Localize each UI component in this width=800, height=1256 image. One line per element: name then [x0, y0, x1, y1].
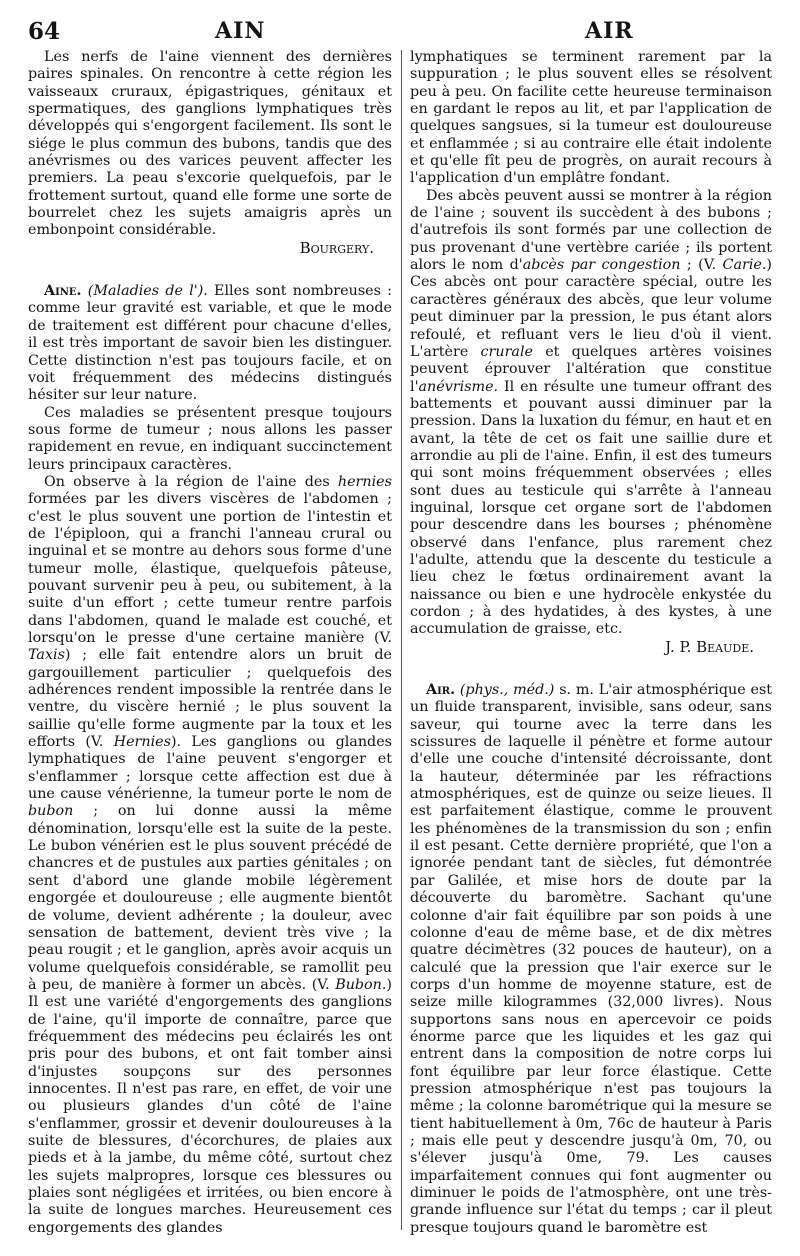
text-run: formées par les divers viscères de l'abdomen ; c'est le plus souvent une portion de l'intestin et de l'épiploon, qui a franchi l'anneau crural ou inguinal et se montre au dehors sous forme d'une tumeur molle, élastique, quelquefois pâteuse, pouvant survenir peu à peu, ou subitement, à la suite d'un effort ; cette tumeur rentre parfois dans l'abdomen, quand le malade est couché, et lorsqu'on le presse d'une certaine manière (V. [28, 491, 392, 646]
paragraph [28, 474, 392, 1237]
text-run: ; on lui donne aussi la même dénomination, lorsqu'elle est la suite de la peste. Le bubon vénérien est le plus souvent précédé de chancres et de pustules aux parties génitales ; on sent d'abord une glande mobile légèrement engorgée et douloureuse ; elle augmente bientôt de volume, devient adhérente ; la douleur, avec sensation de battement, devient très vive ; la peau rougit ; et le ganglion, après avoir acquis un volume quelquefois considérable, se ramollit peu à peu, de manière à former un abcès. (V. [28, 803, 393, 993]
paragraph: Ces maladies se présentent presque toujours sous forme de tumeur ; nous allons les passer rapidement en revue, en indiquant succinctement leurs principaux caractères. [28, 404, 392, 473]
entry-gap [410, 656, 772, 682]
italic-term: bubon [28, 803, 74, 820]
text-run: ). Les ganglions ou glandes lymphatiques de l'aine peuvent s'engorger et s'enflammer ; lorsque cette affection est due à une cause vénérienne, la tumeur porte le nom de [28, 734, 392, 803]
italic-term: anévrisme. [418, 378, 499, 395]
entry-headword: Air. [426, 682, 456, 699]
author-signature: Bourgery. [299, 238, 374, 257]
column-rule [401, 50, 402, 1230]
right-column [410, 49, 772, 1237]
text-run: On observe à la région de l'aine des [44, 473, 330, 490]
italic-term: Taxis [28, 647, 65, 664]
entry-subtitle: (phys., méd.) [459, 682, 555, 699]
entry-subtitle: (Maladies de l'). [87, 283, 208, 300]
italic-term: Hernies [113, 734, 171, 751]
author-signature: J. P. Beaude. [665, 637, 754, 656]
running-head-right: AIR [585, 18, 634, 44]
italic-term: Carie. [722, 257, 767, 274]
text-run: Il en résulte une tumeur offrant des battements et pouvant aussi diminuer par la pression. Dans la luxation du fémur, en haut et en avant, la tête de cet os fait une saillie dure et arrondie au pli de l'aine. Enfin, il est des tumeurs qui sont moins fréquemment observées ; elles sont dues au testicule qui s'arrête à l'anneau inguinal, lorsque cet organe sort de l'abdomen pour descendre dans les bourses ; phénomène observé dans l'enfance, plus rarement chez l'adulte, attendu que la descente du testicule a lieu chez le fœtus ordinairement avant la naissance ou bien e une hydrocèle enkystée du cordon ; à des hydatides, à des kystes, à une accumulation de graisse, etc. [410, 378, 772, 638]
entry-air [410, 682, 772, 1237]
running-head-left: AIN [215, 18, 266, 44]
entry-headword: Aine. [44, 283, 82, 300]
page-number: 64 [28, 18, 61, 45]
italic-term: crurale [480, 343, 533, 360]
paragraph [410, 188, 772, 639]
italic-term: abcès par congestion [522, 257, 681, 274]
italic-term: hernies [337, 473, 392, 490]
text-run: ; (V. [686, 257, 717, 274]
paragraph-text: Elles sont nombreuses : comme leur gravité est variable, et que le mode de traitement est différent pour chacune d'elles, il est très important de savoir bien les distinguer. Cette distinction n'est pas toujours facile, et on voit fréquemment des médecins distingués hésiter sur leur nature. [28, 283, 392, 404]
paragraph-text: s. m. L'air atmosphérique est un fluide transparent, invisible, sans odeur, sans saveur, qui tourne avec la terre dans les scissures de laquelle il pénètre et forme autour d'elle une couche d'intensité décroissante, dont la hauteur, déterminée par les réfractions atmosphériques, est de quinze ou seize lieues. Il est parfaitement élastique, comme le prouvent les phénomènes de la transmission du son ; enfin il est pesant. Cette dernière propriété, que l'on a ignorée pendant tant de siècles, fut démontrée par Galilée, et mise hors de doute par la découverte du baromètre. Sachant qu'une colonne d'air fait équilibre par son poids à une colonne d'eau de même base, et de dix mètres quatre décimètres (32 pouces de hauteur), on a calculé que la pression que l'air exerce sur le corps d'un homme de moyenne stature, est de seize mille kilogrammes (32,000 livres). Nous supportons sans nous en apercevoir ce poids énorme parce que les liquides et les gaz qui entrent dans la composition de notre corps lui font équilibre par leur force élastique. Cette pression atmosphérique n'est pas toujours la même ; la colonne barométrique qui la mesure se tient habituellement à 0m, 76c de hauteur à Paris ; mais elle peut y descendre jusqu'à 0m, 70, ou s'élever jusqu'à 0me, 79. Les causes imparfaitement connues qui font augmenter ou diminuer le poids de l'atmosphère, ont une très-grande influence sur l'état du temps ; car il pleut presque toujours quand le baromètre est [410, 682, 773, 1236]
left-column [28, 49, 392, 1237]
entry-gap [28, 257, 392, 283]
italic-term: Bubon. [335, 976, 387, 993]
text-run: ) Ces abcès ont pour caractère spécial, outre les caractères généraux des abcès, que leur volume peut diminuer par la pression, le pus étant alors refoulé, et refluant vers le lieu d'où il vient. L'artère [410, 257, 772, 360]
page-header [0, 0, 800, 45]
text-run: ) Il est une variété d'engorgements des ganglions de l'aine, qu'il importe de connaître, parce que fréquemment des médecins peu éclairés les ont pris pour des bubons, et ont fait tomber ainsi d'injustes soupçons sur des personnes innocentes. Il n'est pas rare, en effet, de voir une ou plusieurs glandes d'un côté de l'aine s'enflammer, grossir et devenir douloureuses à la suite de blessures, d'écorchures, de plaies aux pieds et à la jambe, du même côté, surtout chez les sujets malpropres, lorsque ces blessures ou plaies sont négligées et irritées, ou bien encore à la suite de longues marches. Heureusement ces engorgements des glandes [28, 976, 392, 1236]
text-run: Des abcès peuvent aussi se montrer à la région de l'aine ; souvent ils succèdent à des bubons ; d'autrefois ils sont formés par une collection de pus provenant d'une vertèbre cariée ; ils portent alors le nom d' [410, 187, 772, 274]
paragraph: lymphatiques se terminent rarement par la suppuration ; le plus souvent elles se résolvent peu à peu. On facilite cette heureuse terminaison en gardant le repos au lit, et par l'application de quelques sangsues, si la tumeur est douloureuse et enflammée ; si au contraire elle était indolente et qu'elle fît peu de progrès, on aurait recours à l'application d'un emplâtre fondant. [410, 49, 772, 187]
text-run: ) ; elle fait entendre alors un bruit de gargouillement particulier ; quelquefois des adhérences rendent impossible la rentrée dans le ventre, du viscère hernié ; le plus souvent la saillie qu'elle forme augmente par la toux et les efforts (V. [28, 647, 392, 751]
entry-aine [28, 283, 392, 404]
paragraph: Les nerfs de l'aine viennent des dernières paires spinales. On rencontre à cette région les vaisseaux cruraux, épigastriques, génitaux et spermatiques, des ganglions lymphatiques très développés qui s'engorgent facilement. Ils sont le siége le plus commun des bubons, tandis que des anévrismes ou des varices peuvent affecter les premiers. La peau s'excorie quelquefois, par le frottement surtout, quand elle forme une sorte de bourrelet chez les sujets amaigris après un embonpoint considérable. [28, 49, 392, 239]
text-run: et quelques artères voisines peuvent éprouver l'altération que constitue l' [410, 343, 773, 395]
